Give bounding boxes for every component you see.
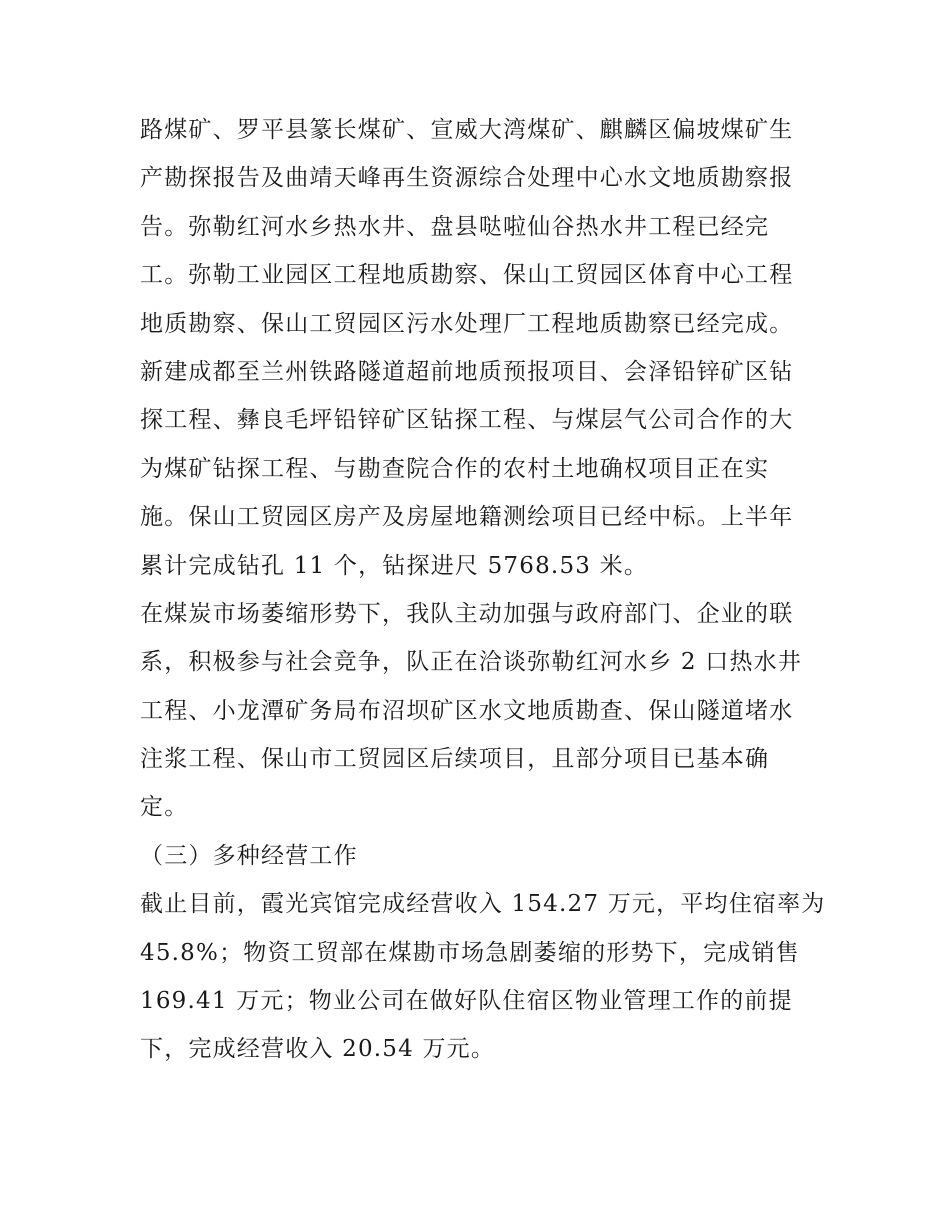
text-line: 169.41 万元；物业公司在做好队住宿区物业管理工作的前提 [140, 988, 793, 1015]
text-line: 告。弥勒红河水乡热水井、盘县哒啦仙谷热水井工程已经完 [140, 213, 770, 240]
section-heading: （三）多种经营工作 [140, 842, 358, 869]
document-body [140, 106, 830, 1074]
text-line: 工。弥勒工业园区工程地质勘察、保山工贸园区体育中心工程 [140, 262, 794, 289]
text-line: 探工程、彝良毛坪铅锌矿区钻探工程、与煤层气公司合作的大 [140, 407, 794, 434]
text-line: 系，积极参与社会竞争，队正在洽谈弥勒红河水乡 2 口热水井 [140, 649, 803, 676]
text-line: 产勘探报告及曲靖天峰再生资源综合处理中心水文地质勘察报 [140, 165, 794, 192]
text-line: 截止目前，霞光宾馆完成经营收入 154.27 万元，平均住宿率为 [140, 891, 826, 918]
text-line: 路煤矿、罗平县篆长煤矿、宣威大湾煤矿、麒麟区偏坡煤矿生 [140, 117, 794, 143]
text-line: 45.8%；物资工贸部在煤勘市场急剧萎缩的形势下，完成销售 [140, 939, 800, 966]
text-line: 下，完成经营收入 20.54 万元。 [140, 1036, 496, 1063]
text-line: 施。保山工贸园区房产及房屋地籍测绘项目已经中标。上半年 [140, 504, 794, 531]
text-line: 注浆工程、保山市工贸园区后续项目，且部分项目已基本确 [140, 746, 770, 773]
text-line: 在煤炭市场萎缩形势下，我队主动加强与政府部门、企业的联 [140, 600, 794, 627]
text-line: 地质勘察、保山工贸园区污水处理厂工程地质勘察已经完成。 [140, 310, 794, 337]
text-line: 为煤矿钻探工程、与勘查院合作的农村土地确权项目正在实 [140, 455, 770, 482]
text-line: 工程、小龙潭矿务局布沼坝矿区水文地质勘查、保山隧道堵水 [140, 697, 794, 724]
text-line: 定。 [140, 794, 189, 821]
text-line: 累计完成钻孔 11 个，钻探进尺 5768.53 米。 [140, 552, 649, 579]
text-line: 新建成都至兰州铁路隧道超前地质预报项目、会泽铅锌矿区钻 [140, 358, 794, 385]
